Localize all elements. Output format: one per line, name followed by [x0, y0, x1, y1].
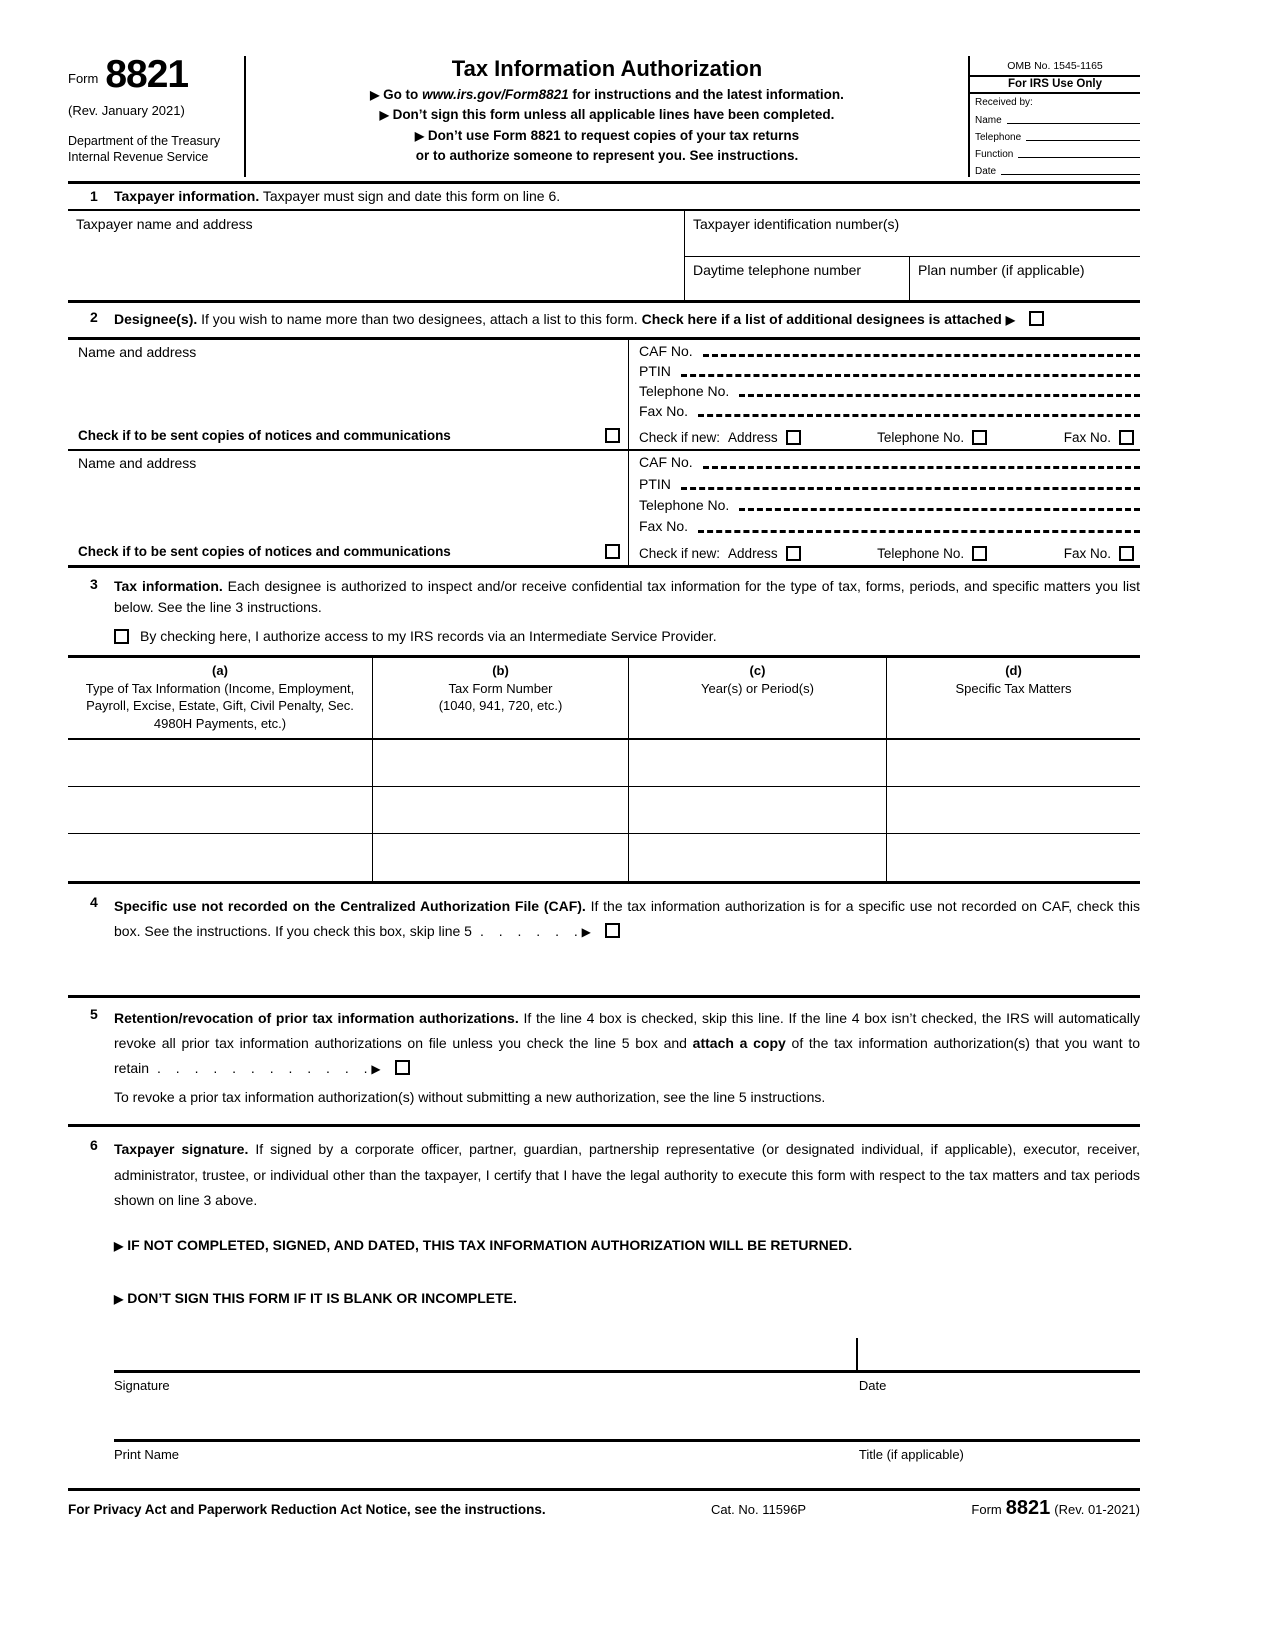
taxpayer-tin-cell[interactable] — [685, 211, 1140, 257]
form-content — [68, 0, 1140, 1520]
designee-2-caf-input-line[interactable] — [703, 466, 1140, 469]
tax-table-row-3 — [68, 834, 1140, 881]
new-address-label: Address — [728, 545, 778, 561]
designee-1-new-address-checkbox[interactable] — [786, 430, 801, 445]
form-id-block — [68, 53, 246, 177]
plan-number-label: Plan number (if applicable) — [918, 262, 1085, 278]
designee-1-ptin-input-line[interactable] — [681, 374, 1140, 377]
print-name-labels-row — [114, 1442, 1140, 1462]
designee-1-block — [68, 340, 1140, 451]
new-fax-label: Fax No. — [1063, 545, 1111, 561]
new-telephone-label: Telephone No. — [877, 429, 965, 445]
column-c-letter: (c) — [749, 663, 766, 679]
section-3-title: Tax information. — [114, 577, 223, 594]
tax-information-table — [68, 655, 1140, 884]
section-4 — [68, 884, 1140, 997]
irs-telephone-field — [970, 126, 1140, 143]
irs-use-only-column — [968, 56, 1140, 177]
arrow-icon: ▶ — [1005, 313, 1015, 327]
section-6-title: Taxpayer signature. — [114, 1141, 249, 1158]
section-2-header — [68, 303, 1140, 340]
designee-2-check-if-new-row — [639, 537, 1140, 561]
footer-form-word: Form — [971, 1502, 1002, 1518]
designee-2-telephone-row — [639, 494, 1140, 515]
section-4-title: Specific use not recorded on the Centralized Authorization File (CAF). — [114, 898, 586, 915]
signature-line[interactable] — [114, 1337, 1140, 1373]
omb-number: OMB No. 1545-1165 — [1007, 60, 1103, 72]
check-if-new-label: Check if new: — [639, 545, 721, 561]
row-1-form-number-cell[interactable] — [372, 740, 628, 786]
plan-number-cell[interactable] — [910, 257, 1140, 300]
column-b-header — [372, 658, 628, 738]
designee-2-new-telephone-checkbox[interactable] — [972, 546, 987, 561]
taxpayer-tin-label: Taxpayer identification number(s) — [693, 216, 900, 232]
designee-1-telephone-row — [639, 381, 1140, 401]
arrow-icon: ▶ — [114, 1238, 124, 1253]
designee-1-left — [68, 340, 628, 449]
footer-form-id — [971, 1497, 1140, 1520]
column-c-label: Year(s) or Period(s) — [701, 680, 814, 696]
column-a-letter: (a) — [212, 663, 228, 679]
line-5-note: To revoke a prior tax information authorization(s) without submitting a new authorization, see the line 5 instructions. — [114, 1089, 826, 1106]
row-1-matters-cell[interactable] — [886, 740, 1140, 786]
column-c-header — [628, 658, 886, 738]
column-d-label: Specific Tax Matters — [955, 680, 1072, 696]
column-a-label: Type of Tax Information (Income, Employment, Payroll, Excise, Estate, Gift, Civil Penalty, Sec. 4980H Payments, etc.) — [85, 680, 355, 731]
designee-2-telephone-input-line[interactable] — [739, 508, 1140, 511]
new-fax-label: Fax No. — [1063, 429, 1111, 445]
form-url: www.irs.gov/Form8821 — [422, 87, 569, 102]
designee-1-new-address — [639, 430, 801, 445]
row-1-years-cell[interactable] — [628, 740, 886, 786]
form-header — [68, 53, 1140, 177]
form-number-block — [68, 53, 236, 96]
instruction-dont-use-cont: or to authorize someone to represent you. See instructions. — [415, 147, 799, 163]
line-5-number: 5 — [90, 1005, 98, 1022]
taxpayer-name-address-label: Taxpayer name and address — [76, 216, 253, 232]
designee-2-fax-input-line[interactable] — [698, 530, 1140, 533]
isp-label: By checking here, I authorize access to my IRS records via an Intermediate Service Provider. — [140, 628, 717, 645]
row-3-type-cell[interactable] — [68, 834, 372, 881]
irs-name-label: Name — [975, 115, 1002, 126]
catalog-number: Cat. No. 11596P — [710, 1502, 807, 1518]
designee-1-new-fax — [1064, 430, 1134, 445]
arrow-icon: ▶ — [414, 128, 425, 143]
form-number: 8821 — [105, 53, 189, 96]
title-if-applicable-label: Title (if applicable) — [858, 1447, 964, 1463]
received-by-label: Received by: — [975, 97, 1033, 108]
irs-name-field — [970, 109, 1140, 126]
designee-1-right — [628, 340, 1140, 449]
new-address-label: Address — [728, 429, 778, 445]
section-1-header — [68, 181, 1140, 211]
arrow-icon: ▶ — [371, 1062, 381, 1076]
irs-telephone-input-line[interactable] — [1026, 140, 1140, 141]
dot-leader: . . . . . . . . . . . . — [157, 1060, 368, 1076]
instruction-dont-sign: ▶ Don’t sign this form unless all applicable lines have been completed. — [379, 107, 835, 123]
designee-1-caf-input-line[interactable] — [703, 354, 1140, 357]
row-3-years-cell[interactable] — [628, 834, 886, 881]
print-name-label: Print Name — [114, 1447, 180, 1463]
arrow-icon: ▶ — [379, 108, 389, 123]
line-5-checkbox[interactable] — [395, 1060, 410, 1075]
irs-use-only-title: For IRS Use Only — [970, 77, 1140, 94]
signature-area — [114, 1337, 1140, 1462]
new-telephone-label: Telephone No. — [877, 545, 965, 561]
designee-1-caf-label: CAF No. — [639, 342, 693, 359]
revision-date: (Rev. January 2021) — [68, 103, 185, 119]
column-b-label: Tax Form Number — [448, 680, 553, 696]
section-6-text: Taxpayer signature. If signed by a corporate officer, partner, guardian, partnership representative (or designated individual, if applicable), executor, receiver, administrator, trustee, or individual other than the taxpayer, I certify that I have the legal authority to execute this form with respect to the tax matters and tax periods shown on line 3 above. ▶ IF NOT COMPLETED, SIGNED, AND DATED, THIS TAX INFORMATION AUTHORIZATION WILL BE RETURNED. ▶ DON’T SIGN THIS FORM IF IT IS BLANK OR INCOMPLETE. — [114, 1137, 1140, 1311]
designee-2-new-telephone — [877, 546, 987, 561]
row-3-matters-cell[interactable] — [886, 834, 1140, 881]
arrow-icon: ▶ — [114, 1292, 124, 1307]
section-5-text: Retention/revocation of prior tax information authorizations. If the line 4 box is checked, skip this line. If the line 4 box isn’t checked, the IRS will automatically revoke all prior tax information authorizations on file unless you check the line 5 box and attach a copy of the tax information authorization(s) that you want to retain . . . . . . . . . . . . ▶ To revoke a prior tax information authorization(s) without submitting a new authorization, see the line 5 instructions. — [114, 1006, 1140, 1111]
line-1-number: 1 — [90, 188, 98, 204]
privacy-act-notice: For Privacy Act and Paperwork Reduction Act Notice, see the instructions. — [68, 1502, 546, 1518]
section-4-text: Specific use not recorded on the Centralized Authorization File (CAF). If the tax information authorization is for a specific use not recorded on CAF, check this box. See the instructions. If you check this box, skip line 5 . . . . . . ▶ — [114, 898, 1140, 940]
agency-line2: Internal Revenue Service — [68, 150, 209, 165]
designee-1-new-telephone — [877, 430, 987, 445]
column-b-sublabel: (1040, 941, 720, etc.) — [438, 698, 563, 714]
check-if-new-label: Check if new: — [639, 429, 721, 445]
designee-1-copies-label: Check if to be sent copies of notices and communications — [78, 427, 451, 443]
page-footer — [68, 1488, 1140, 1520]
section-3-header — [68, 568, 1140, 619]
designee-2-ptin-label: PTIN — [639, 475, 671, 492]
daytime-phone-cell[interactable] — [685, 257, 910, 300]
designee-1-new-fax-checkbox[interactable] — [1119, 430, 1134, 445]
irs-function-label: Function — [975, 149, 1014, 160]
signature-date-divider — [856, 1338, 858, 1370]
column-d-letter: (d) — [1005, 663, 1022, 679]
taxpayer-name-address-cell[interactable] — [68, 211, 685, 300]
designee-2-new-address-checkbox[interactable] — [786, 546, 801, 561]
designee-1-telephone-input-line[interactable] — [739, 394, 1140, 397]
row-2-type-cell[interactable] — [68, 787, 372, 833]
designee-2-new-fax-checkbox[interactable] — [1119, 546, 1134, 561]
designee-1-fax-input-line[interactable] — [698, 414, 1140, 417]
page-title: Tax Information Authorization — [451, 56, 763, 81]
daytime-phone-label: Daytime telephone number — [693, 262, 862, 278]
row-2-form-number-cell[interactable] — [372, 787, 628, 833]
agency-name — [68, 133, 236, 166]
taxpayer-info-table — [68, 211, 1140, 303]
line-4-number: 4 — [90, 894, 98, 911]
tax-table-row-1 — [68, 740, 1140, 787]
designee-2-caf-label: CAF No. — [639, 454, 693, 471]
form-word: Form — [68, 71, 99, 87]
designee-2-telephone-label: Telephone No. — [639, 496, 730, 513]
designee-2-ptin-row — [639, 473, 1140, 494]
irs-use-only-box — [970, 75, 1140, 177]
irs-function-field — [970, 143, 1140, 160]
section-5 — [68, 998, 1140, 1128]
warning-blank: ▶ DON’T SIGN THIS FORM IF IT IS BLANK OR INCOMPLETE. — [114, 1290, 517, 1307]
footer-form-number: 8821 — [1005, 1497, 1051, 1520]
row-2-matters-cell[interactable] — [886, 787, 1140, 833]
line-6-number: 6 — [90, 1137, 98, 1154]
taxpayer-info-right — [685, 211, 1140, 300]
line-2-number: 2 — [90, 309, 98, 325]
arrow-icon: ▶ — [370, 88, 380, 102]
designee-1-telephone-label: Telephone No. — [639, 382, 730, 399]
signature-labels-row — [114, 1373, 1140, 1393]
irs-function-input-line[interactable] — [1018, 157, 1140, 158]
line-4-checkbox[interactable] — [605, 923, 620, 938]
designee-2-fax-row — [639, 515, 1140, 536]
column-b-letter: (b) — [492, 663, 509, 679]
irs-telephone-label: Telephone — [975, 132, 1022, 143]
designee-1-fax-label: Fax No. — [639, 402, 689, 419]
dot-leader: . . . . . . — [479, 923, 578, 940]
section-2-title: Designee(s). — [114, 311, 198, 327]
row-3-form-number-cell[interactable] — [372, 834, 628, 881]
designee-2-copies-row — [78, 544, 622, 559]
designee-1-ptin-row — [639, 361, 1140, 381]
designee-1-name-address-label: Name and address — [78, 343, 197, 360]
designee-2-fax-label: Fax No. — [639, 518, 689, 535]
tax-table-header-row — [68, 658, 1140, 740]
date-label: Date — [858, 1378, 887, 1394]
section-1-instruction: Taxpayer must sign and date this form on line 6. — [259, 188, 561, 204]
isp-authorization-row — [114, 628, 1140, 644]
designee-1-name-address-cell[interactable] — [78, 344, 622, 428]
instruction-dont-use: ▶ Don’t use Form 8821 to request copies of your tax returns — [414, 127, 800, 143]
designee-2-right — [628, 451, 1140, 565]
designee-2-copies-label: Check if to be sent copies of notices and communications — [78, 543, 451, 559]
arrow-icon: ▶ — [581, 925, 591, 940]
line-3-number: 3 — [90, 575, 98, 592]
section-1-title: Taxpayer information. — [114, 188, 260, 204]
irs-date-label: Date — [975, 166, 997, 177]
designee-2-copies-checkbox[interactable] — [605, 544, 620, 559]
designee-1-copies-row — [78, 428, 622, 443]
irs-date-field — [970, 160, 1140, 177]
designee-1-check-if-new-row — [639, 421, 1140, 445]
attach-a-copy-phrase: attach a copy — [692, 1034, 786, 1051]
section-6 — [68, 1127, 1140, 1311]
isp-checkbox[interactable] — [114, 629, 129, 644]
instruction-go-to: ▶ Go to www.irs.gov/Form8821 for instructions and the latest information. — [370, 87, 844, 102]
taxpayer-info-bottom-row — [685, 257, 1140, 300]
designee-1-fax-row — [639, 401, 1140, 421]
irs-date-input-line[interactable] — [1001, 174, 1140, 175]
agency-line1: Department of the Treasury — [68, 134, 221, 149]
form-title-block — [246, 56, 968, 177]
designee-2-ptin-input-line[interactable] — [681, 487, 1140, 490]
tax-table-row-2 — [68, 787, 1140, 834]
signature-label: Signature — [114, 1378, 170, 1394]
warning-returned: ▶ IF NOT COMPLETED, SIGNED, AND DATED, THIS TAX INFORMATION AUTHORIZATION WILL BE RETURNED. — [114, 1236, 853, 1253]
column-d-header — [886, 658, 1140, 738]
designee-1-copies-checkbox[interactable] — [605, 428, 620, 443]
section-5-title: Retention/revocation of prior tax information authorizations. — [114, 1009, 519, 1026]
additional-designees-check-label: Check here if a list of additional designees is attached — [641, 311, 1006, 327]
row-2-years-cell[interactable] — [628, 787, 886, 833]
additional-designees-checkbox[interactable] — [1029, 311, 1044, 326]
designee-1-ptin-label: PTIN — [639, 362, 671, 379]
designee-2-name-address-cell[interactable] — [78, 455, 622, 544]
section-3-text: Tax information. Each designee is authorized to inspect and/or receive confidential tax information for the type of tax, forms, periods, and specific matters you list below. See the line 3 instructions. — [114, 577, 1141, 616]
designee-1-new-telephone-checkbox[interactable] — [972, 430, 987, 445]
designee-2-block — [68, 451, 1140, 568]
column-a-header — [68, 658, 372, 738]
footer-revision: (Rev. 01-2021) — [1054, 1502, 1140, 1518]
irs-name-input-line[interactable] — [1007, 123, 1140, 124]
designee-1-caf-row — [639, 341, 1140, 361]
designee-2-name-address-label: Name and address — [78, 454, 197, 471]
row-1-type-cell[interactable] — [68, 740, 372, 786]
designee-2-new-fax — [1064, 546, 1134, 561]
section-2-text: Designee(s). If you wish to name more than two designees, attach a list to this form. Check here if a list of additional designees is attached ▶ — [114, 309, 1140, 331]
designee-2-new-address — [639, 546, 801, 561]
designee-2-left — [68, 451, 628, 565]
designee-2-caf-row — [639, 452, 1140, 473]
